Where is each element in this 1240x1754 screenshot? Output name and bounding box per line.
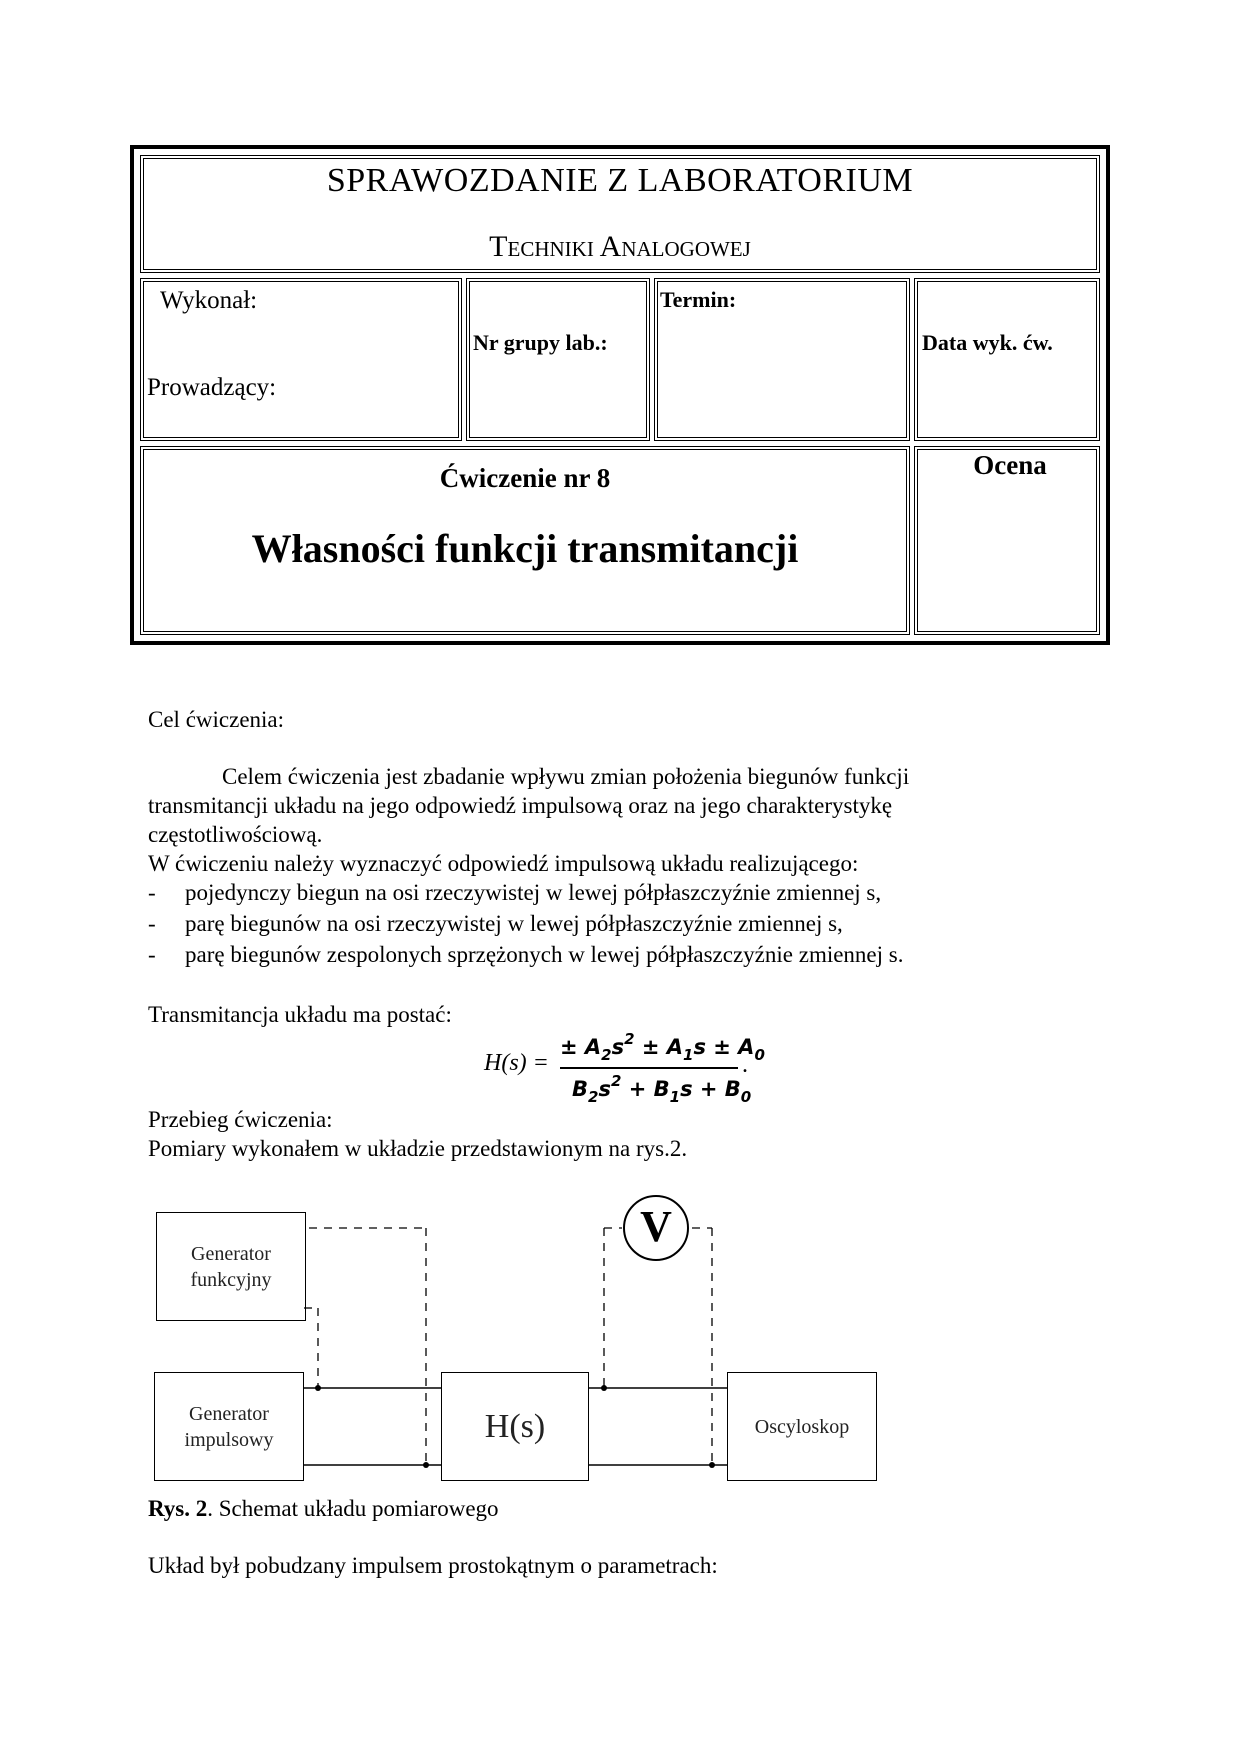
bullet-item: parę biegunów na osi rzeczywistej w lewej półpłaszczyźnie zmiennej s,: [185, 911, 843, 936]
hs-box: [441, 1372, 589, 1481]
generator-impulsowy-box: [154, 1372, 304, 1481]
oscyloskop-label: Oscyloskop: [754, 1415, 850, 1438]
transfer-function-formula: H(s) = ± $A_2s^2 \pm A_1s \pm A_0$ $B_2s^2 + B_1s + B_0$ .: [484, 1030, 765, 1106]
gen-funk-line-1: Generator: [191, 1242, 271, 1265]
bullet-mark: -: [148, 880, 156, 905]
report-title: SPRAWOZDANIE Z LABORATORIUM: [326, 162, 914, 199]
cel-heading: Cel ćwiczenia:: [148, 707, 285, 732]
oscyloskop-box: [727, 1372, 877, 1481]
hs-label: H(s): [484, 1407, 546, 1445]
task-intro: W ćwiczeniu należy wyznaczyć odpowiedź impulsową układu realizującego:: [148, 851, 859, 876]
cel-line-3: częstotliwościową.: [148, 822, 323, 847]
wykonal-label: Wykonał:: [160, 287, 258, 314]
przebieg-heading: Przebieg ćwiczenia:: [148, 1107, 333, 1132]
nr-grupy-label: Nr grupy lab.:: [473, 330, 608, 355]
bullet-mark: -: [148, 942, 156, 967]
caption-text: . Schemat układu pomiarowego: [207, 1496, 499, 1521]
junction-dot: [423, 1462, 429, 1468]
ocena-label: Ocena: [973, 450, 1047, 480]
gen-funk-line-2: funkcyjny: [190, 1268, 272, 1291]
caption-bold: Rys. 2: [148, 1496, 208, 1521]
report-subtitle: Techniki Analogowej: [489, 230, 751, 263]
cel-line-1: Celem ćwiczenia jest zbadanie wpływu zmian położenia biegunów funkcji: [222, 764, 910, 789]
bullet-item: parę biegunów zespolonych sprzężonych w lewej półpłaszczyźnie zmiennej s.: [185, 942, 904, 967]
gen-imp-line-1: Generator: [189, 1402, 269, 1425]
figure-caption: [148, 1494, 499, 1523]
generator-funkcyjny-box: [156, 1212, 306, 1321]
junction-dot: [709, 1462, 715, 1468]
voltmeter-label: V: [640, 1202, 672, 1251]
termin-label: Termin:: [660, 287, 737, 312]
junction-dot: [601, 1385, 607, 1391]
bullet-item: pojedynczy biegun na osi rzeczywistej w lewej półpłaszczyźnie zmiennej s,: [185, 880, 882, 905]
junction-dot: [315, 1385, 321, 1391]
transmitancja-intro: Transmitancja układu ma postać:: [148, 1002, 452, 1027]
gen-imp-line-2: impulsowy: [184, 1428, 274, 1451]
exercise-number: Ćwiczenie nr 8: [439, 463, 611, 493]
cel-line-2: transmitancji układu na jego odpowiedź impulsową oraz na jego charakterystykę: [148, 793, 893, 818]
pomiary-text: Pomiary wykonałem w układzie przedstawionym na rys.2.: [148, 1136, 688, 1161]
exercise-topic: Własności funkcji transmitancji: [251, 526, 799, 571]
bullet-mark: -: [148, 911, 156, 936]
prowadzacy-label: Prowadzący:: [147, 374, 277, 401]
uklad-text: Układ był pobudzany impulsem prostokątnym o parametrach:: [148, 1553, 718, 1578]
data-wyk-label: Data wyk. ćw.: [922, 330, 1053, 355]
